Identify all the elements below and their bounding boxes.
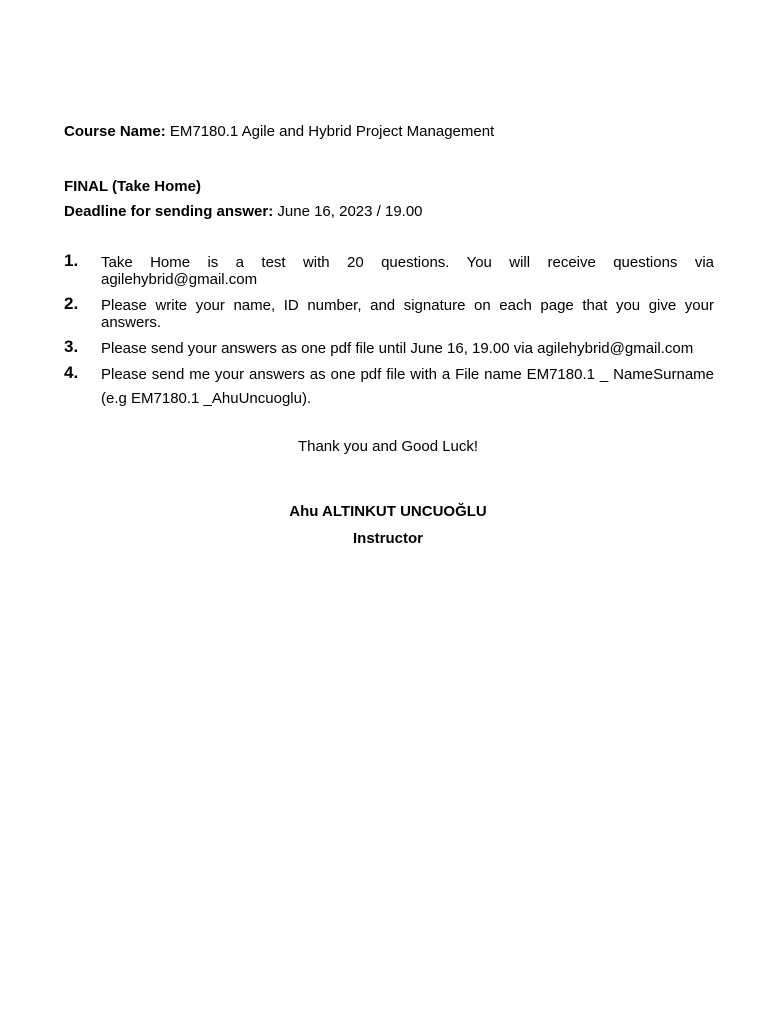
instruction-number: 1.	[64, 251, 79, 270]
instruction-number: 4.	[64, 363, 79, 382]
course-value: EM7180.1 Agile and Hybrid Project Management	[169, 123, 495, 140]
instruction-number: 3.	[64, 337, 79, 356]
instruction-text: Please send your answers as one pdf file until June 16, 19.00 via agilehybrid@gmail.com	[101, 340, 694, 357]
instruction-text: Please write your name, ID number, and signature on each page that you give your answers.	[101, 297, 714, 331]
exam-title: FINAL (Take Home)	[64, 178, 201, 195]
course-line	[64, 123, 494, 140]
closing-thanks: Thank you and Good Luck!	[297, 438, 479, 455]
course-label: Course Name:	[64, 123, 166, 140]
instruction-text: Please send me your answers as one pdf file with a File name EM7180.1 _ NameSurname (e.g EM7180.1 _AhuUncuoglu).	[101, 366, 714, 407]
deadline-line	[64, 203, 423, 220]
instructor-role: Instructor	[352, 530, 423, 547]
deadline-value: June 16, 2023 / 19.00	[277, 203, 423, 220]
deadline-label: Deadline for sending answer:	[64, 203, 274, 220]
instruction-number: 2.	[64, 294, 79, 313]
instruction-text: Take Home is a test with 20 questions. You will receive questions via agilehybrid@gmail.com	[101, 254, 714, 288]
instructor-name: Ahu ALTINKUT UNCUOĞLU	[289, 503, 487, 520]
